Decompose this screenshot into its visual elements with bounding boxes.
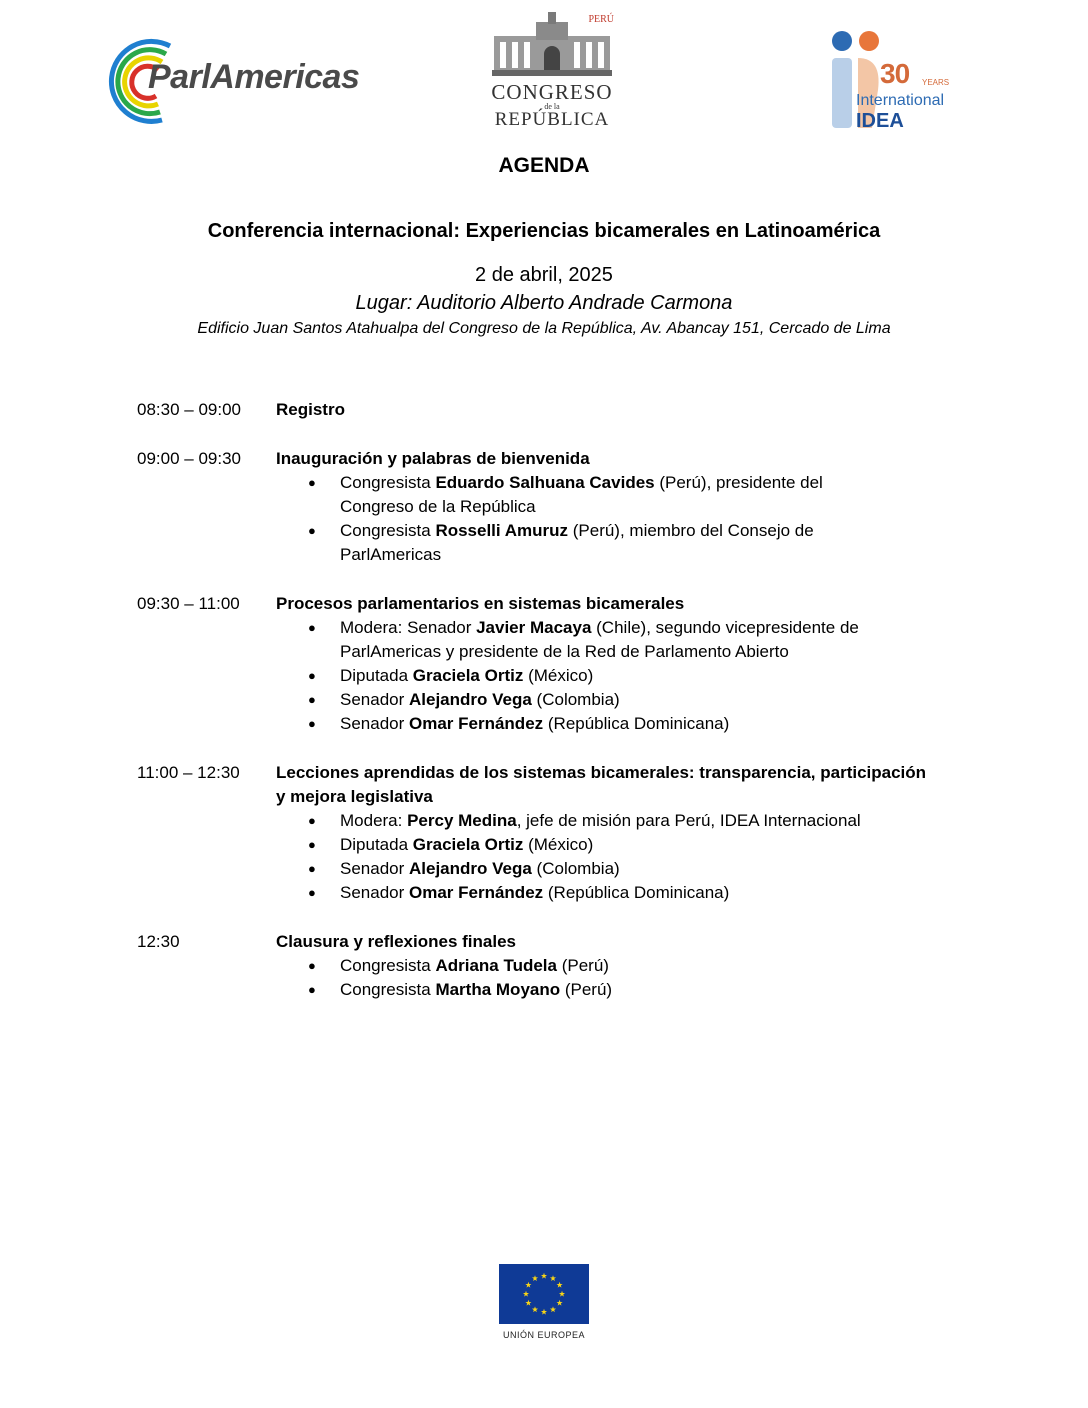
speaker-text: Diputada bbox=[340, 835, 413, 854]
speaker-text: Modera: bbox=[340, 811, 408, 830]
eu-star bbox=[532, 1275, 538, 1281]
parlamericas-wordmark: ParlAmericas bbox=[148, 58, 360, 96]
speaker-text: (Chile), segundo vicepresidente de ParlAmericas y presidente de la Red de Parlamento Abierto bbox=[340, 618, 859, 661]
speaker-item bbox=[276, 954, 900, 978]
idea-logo bbox=[832, 30, 962, 130]
agenda-session bbox=[137, 761, 937, 905]
session-title: Clausura y reflexiones finales bbox=[276, 932, 516, 951]
event-date: 2 de abril, 2025 bbox=[475, 264, 613, 286]
session-content bbox=[276, 761, 937, 905]
congreso-line1: CONGRESO bbox=[491, 80, 613, 104]
speaker-list bbox=[276, 809, 937, 905]
agenda-schedule bbox=[137, 398, 937, 1027]
speaker-text: , jefe de misión para Perú, IDEA Internacional bbox=[516, 811, 861, 830]
speaker-text: (Colombia) bbox=[531, 690, 620, 709]
speaker-text: (República Dominicana) bbox=[543, 883, 730, 902]
speaker-name: Javier Macaya bbox=[476, 618, 592, 637]
session-title: Registro bbox=[276, 400, 345, 419]
agenda-session bbox=[137, 447, 937, 567]
speaker-item bbox=[276, 616, 900, 664]
speaker-name: Alejandro Vega bbox=[409, 690, 532, 709]
speaker-name: Eduardo Salhuana Cavides bbox=[435, 473, 655, 492]
speaker-item bbox=[276, 857, 900, 881]
speaker-item bbox=[276, 471, 900, 519]
speaker-text: Congresista bbox=[340, 980, 436, 999]
session-time: 09:00 – 09:30 bbox=[137, 449, 241, 468]
idea-name: IDEA bbox=[856, 110, 904, 132]
agenda-session bbox=[137, 398, 937, 422]
speaker-list bbox=[276, 954, 937, 1002]
speaker-name: Graciela Ortiz bbox=[412, 835, 524, 854]
agenda-heading: AGENDA bbox=[498, 154, 590, 177]
speaker-text: Congresista bbox=[340, 956, 436, 975]
eu-star bbox=[559, 1291, 565, 1297]
event-address: Edificio Juan Santos Atahualpa del Congreso de la República, Av. Abancay 151, Cercado de Lima bbox=[197, 320, 891, 337]
congreso-logo bbox=[490, 8, 614, 132]
speaker-text: (México) bbox=[523, 835, 594, 854]
speaker-name: Adriana Tudela bbox=[435, 956, 557, 975]
congreso-country: PERÚ bbox=[588, 14, 614, 25]
speaker-text: Senador bbox=[340, 714, 409, 733]
speaker-text: Congresista bbox=[340, 521, 436, 540]
session-time: 12:30 bbox=[137, 932, 180, 951]
session-time: 09:30 – 11:00 bbox=[137, 594, 240, 613]
speaker-name: Omar Fernández bbox=[409, 714, 544, 733]
agenda-session bbox=[137, 930, 937, 1002]
speaker-text: (Perú) bbox=[556, 956, 609, 975]
eu-star bbox=[532, 1306, 538, 1312]
speaker-text: Congresista bbox=[340, 473, 436, 492]
conference-title: Conferencia internacional: Experiencias bicamerales en Latinoamérica bbox=[207, 220, 881, 242]
speaker-text: Senador bbox=[340, 859, 409, 878]
speaker-item bbox=[276, 809, 900, 833]
speaker-text: Senador bbox=[340, 690, 409, 709]
speaker-name: Graciela Ortiz bbox=[412, 666, 524, 685]
eu-star bbox=[523, 1291, 529, 1297]
session-title: Inauguración y palabras de bienvenida bbox=[276, 449, 590, 468]
speaker-item bbox=[276, 712, 900, 736]
idea-30-number: 30 bbox=[880, 58, 910, 89]
parlamericas-logo bbox=[100, 36, 390, 126]
speaker-text: (Colombia) bbox=[531, 859, 620, 878]
eu-star bbox=[557, 1300, 563, 1306]
session-content bbox=[276, 398, 937, 422]
speaker-item bbox=[276, 978, 900, 1002]
congreso-line2: de la bbox=[544, 102, 560, 111]
speaker-name: Martha Moyano bbox=[435, 980, 561, 999]
session-time: 11:00 – 12:30 bbox=[137, 763, 240, 782]
speaker-list bbox=[276, 471, 937, 567]
eu-star bbox=[550, 1275, 556, 1281]
session-content bbox=[276, 592, 937, 736]
session-content bbox=[276, 447, 937, 567]
agenda-session bbox=[137, 592, 937, 736]
speaker-text: (México) bbox=[523, 666, 594, 685]
speaker-text: (Perú), presidente del Congreso de la República bbox=[340, 473, 823, 516]
eu-flag bbox=[499, 1264, 589, 1324]
idea-international: International bbox=[856, 92, 945, 109]
speaker-text: Modera: Senador bbox=[340, 618, 477, 637]
speaker-item bbox=[276, 881, 900, 905]
session-content bbox=[276, 930, 937, 1002]
eu-star bbox=[525, 1282, 531, 1288]
speaker-text: Senador bbox=[340, 883, 409, 902]
speaker-text: (Perú), miembro del Consejo de ParlAmericas bbox=[340, 521, 814, 564]
speaker-item bbox=[276, 664, 900, 688]
congreso-line3: REPÚBLICA bbox=[494, 109, 610, 130]
speaker-text: (Perú) bbox=[560, 980, 613, 999]
speaker-list bbox=[276, 616, 937, 736]
speaker-item bbox=[276, 519, 900, 567]
speaker-name: Alejandro Vega bbox=[409, 859, 532, 878]
speaker-item bbox=[276, 688, 900, 712]
logo-bar bbox=[0, 0, 1088, 140]
speaker-text: (República Dominicana) bbox=[543, 714, 730, 733]
speaker-name: Omar Fernández bbox=[409, 883, 544, 902]
eu-star bbox=[541, 1273, 547, 1279]
session-title: Lecciones aprendidas de los sistemas bicamerales: transparencia, participación y mejora legislativa bbox=[276, 763, 927, 806]
eu-star bbox=[541, 1309, 547, 1315]
eu-star bbox=[525, 1300, 531, 1306]
speaker-name: Percy Medina bbox=[407, 811, 517, 830]
idea-years: YEARS bbox=[922, 78, 950, 87]
speaker-name: Rosselli Amuruz bbox=[435, 521, 569, 540]
speaker-text: Diputada bbox=[340, 666, 413, 685]
session-time: 08:30 – 09:00 bbox=[137, 400, 241, 419]
event-venue: Lugar: Auditorio Alberto Andrade Carmona bbox=[355, 292, 733, 314]
eu-star bbox=[557, 1282, 563, 1288]
eu-label: UNIÓN EUROPEA bbox=[502, 1330, 585, 1340]
speaker-item bbox=[276, 833, 900, 857]
eu-star bbox=[550, 1306, 556, 1312]
session-title: Procesos parlamentarios en sistemas bicamerales bbox=[276, 594, 685, 613]
eu-stars-icon bbox=[499, 1264, 589, 1324]
